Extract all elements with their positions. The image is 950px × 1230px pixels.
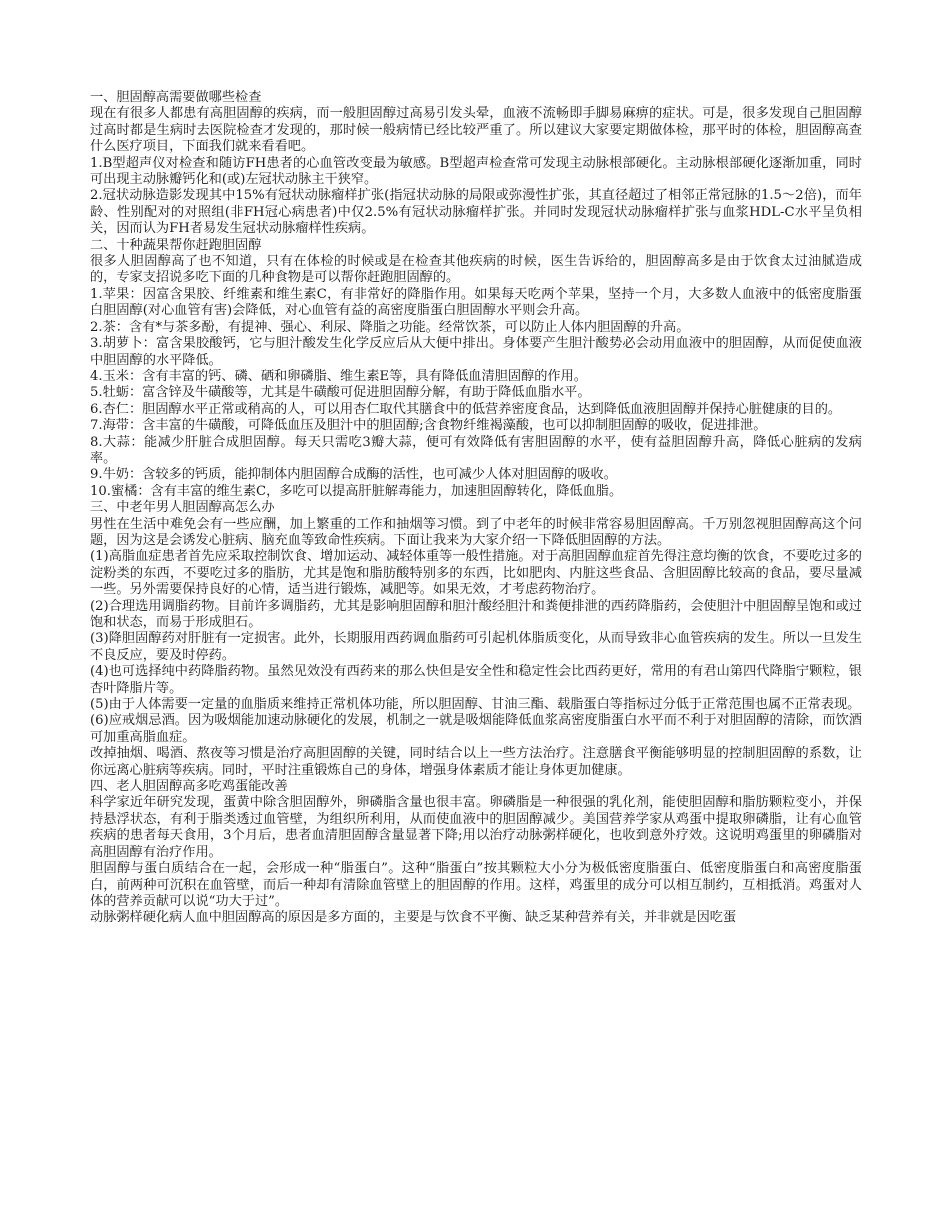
list-item: (2)合理选用调脂药物。目前许多调脂药，尤其是影响胆固醇和胆汁酸经胆汁和粪便排泄的西药降脂药，会使胆汁中胆固醇呈饱和或过饱和状态，而易于形成胆石。: [90, 598, 862, 630]
list-item: (4)也可选择纯中药降脂药物。虽然见效没有西药来的那么快但是安全性和稳定性会比西药更好，常用的有君山第四代降脂宁颗粒，银杏叶降脂片等。: [90, 664, 862, 696]
section-heading: 四、老人胆固醇高多吃鸡蛋能改善: [90, 779, 288, 795]
paragraph: 2.冠状动脉造影发现其中15%有冠状动脉瘤样扩张(指冠状动脉的局限或弥漫性扩张，其直径超过了相邻正常冠脉的1.5～2倍)，而年龄、性别配对的对照组(非FH冠心病患者)中仅2.5%有冠状动脉瘤样扩张。并同时发现冠状动脉瘤样扩张与血浆HDL-C水平呈负相关，因而认为FH者易发生冠状动脉瘤样性疾病。: [90, 188, 862, 237]
list-item: 3.胡萝卜：富含果胶酸钙，它与胆汁酸发生化学反应后从大便中排出。身体要产生胆汁酸势必会动用血液中的胆固醇，从而促使血液中胆固醇的水平降低。: [90, 336, 862, 368]
list-item: 2.茶：含有*与茶多酚，有提神、强心、利尿、降脂之功能。经常饮茶，可以防止人体内胆固醇的升高。: [90, 319, 690, 335]
list-item: 7.海带：含丰富的牛磺酸，可降低血压及胆汁中的胆固醇;含食物纤维褐藻酸，也可以抑制胆固醇的吸收，促进排泄。: [90, 418, 767, 434]
paragraph: 很多人胆固醇高了也不知道，只有在体检的时候或是在检查其他疾病的时候，医生告诉给的，胆固醇高多是由于饮食太过油腻造成的，专家支招说多吃下面的几种食物是可以帮你赶跑胆固醇的。: [90, 254, 862, 286]
paragraph: 动脉粥样硬化病人血中胆固醇高的原因是多方面的，主要是与饮食不平衡、缺乏某种营养有关，并非就是因吃蛋: [90, 910, 737, 926]
list-item: (3)降胆固醇药对肝脏有一定损害。此外，长期服用西药调血脂药可引起机体脂质变化，从而导致非心血管疾病的发生。所以一旦发生不良反应，要及时停药。: [90, 631, 862, 663]
paragraph: 胆固醇与蛋白质结合在一起，会形成一种“脂蛋白”。这种“脂蛋白”按其颗粒大小分为极低密度脂蛋白、低密度脂蛋白和高密度脂蛋白，前两种可沉积在血管壁，而后一种却有清除血管壁上的胆固醇的作用。这样，鸡蛋里的成分可以相互制约，互相抵消。鸡蛋对人体的营养贡献可以说“功大于过”。: [90, 861, 862, 909]
list-item: 9.牛奶：含较多的钙质，能抑制体内胆固醇合成酶的活性，也可减少人体对胆固醇的吸收。: [90, 467, 617, 483]
paragraph: 1.B型超声仪对检查和随访FH患者的心血管改变最为敏感。B型超声检查常可发现主动脉根部硬化。主动脉根部硬化逐渐加重，同时可出现主动脉瓣钙化和(或)左冠状动脉主干狭窄。: [90, 155, 862, 188]
list-item: 1.苹果：因富含果胶、纤维素和维生素C，有非常好的降脂作用。如果每天吃两个苹果，坚持一个月，大多数人血液中的低密度脂蛋白胆固醇(对心血管有害)会降低，对心血管有益的高密度脂蛋白胆固醇水平则会升高。: [90, 286, 862, 319]
section-heading: 三、中老年男人胆固醇高怎么办: [90, 500, 275, 516]
section-heading: 一、胆固醇高需要做哪些检查: [90, 90, 262, 105]
list-item: 10.蜜橘：含有丰富的维生素C，多吃可以提高肝脏解毒能力，加速胆固醇转化，降低血脂。: [90, 483, 623, 499]
list-item: (1)高脂血症患者首先应采取控制饮食、增加运动、减轻体重等一般性措施。对于高胆固醇血症首先得注意均衡的饮食，不要吃过多的淀粉类的东西，不要吃过多的脂肪，尤其是饱和脂肪酸特别多的东西，比如肥肉、内脏这些食品、含胆固醇比较高的食品，要尽量减一些。另外需要保持良好的心情，适当进行锻炼，减肥等。如果无效，才考虑药物治疗。: [90, 549, 862, 598]
paragraph: 男性在生活中难免会有一些应酬，加上繁重的工作和抽烟等习惯。到了中老年的时候非常容易胆固醇高。千万别忽视胆固醇高这个问题，因为这是会诱发心脏病、脑充血等致命性疾病。下面让我来为大家介绍一下降低胆固醇的方法。: [90, 516, 862, 548]
section-heading: 二、十种蔬果帮你赶跑胆固醇: [90, 237, 262, 253]
paragraph: 科学家近年研究发现，蛋黄中除含胆固醇外，卵磷脂含量也很丰富。卵磷脂是一种很强的乳化剂，能使胆固醇和脂肪颗粒变小，并保持悬浮状态，有利于脂类透过血管壁，为组织所利用，从而使血液中的胆固醇减少。美国营养学家从鸡蛋中提取卵磷脂，让有心血管疾病的患者每天食用，3个月后，患者血清胆固醇含量显著下降;用以治疗动脉粥样硬化，也收到意外疗效。这说明鸡蛋里的卵磷脂对高胆固醇有治疗作用。: [90, 795, 862, 860]
list-item: (6)应戒烟忌酒。因为吸烟能加速动脉硬化的发展，机制之一就是吸烟能降低血浆高密度脂蛋白水平而不利于对胆固醇的清除，而饮酒可加重高脂血症。: [90, 713, 862, 745]
paragraph: 现在有很多人都患有高胆固醇的疾病，而一般胆固醇过高易引发头晕，血液不流畅即手脚易麻痹的症状。可是，很多发现自己胆固醇过高时都是生病时去医院检查才发现的，那时候一般病情已经比较严重了。所以建议大家要定期做体检，那平时的体检，胆固醇高查什么医疗项目，下面我们就来看看吧。: [90, 106, 862, 155]
list-item: 6.杏仁：胆固醇水平正常或稍高的人，可以用杏仁取代其膳食中的低营养密度食品，达到降低血液胆固醇并保持心脏健康的目的。: [90, 401, 842, 417]
list-item: 8.大蒜：能减少肝脏合成胆固醇。每天只需吃3瓣大蒜，便可有效降低有害胆固醇的水平，使有益胆固醇升高，降低心脏病的发病率。: [90, 434, 862, 466]
document-page: [90, 90, 862, 927]
paragraph: 改掉抽烟、喝酒、熬夜等习惯是治疗高胆固醇的关键，同时结合以上一些方法治疗。注意膳食平衡能够明显的控制胆固醇的系数，让你远离心脏病等疾病。同时，平时注重锻炼自己的身体，增强身体素质才能让身体更加健康。: [90, 746, 862, 778]
list-item: (5)由于人体需要一定量的血脂质来维持正常机体功能，所以胆固醇、甘油三酯、载脂蛋白等指标过分低于正常范围也属不正常表现。: [90, 697, 861, 713]
list-item: 5.牡蛎：富含锌及牛磺酸等，尤其是牛磺酸可促进胆固醇分解，有助于降低血脂水平。: [90, 385, 591, 401]
list-item: 4.玉米：含有丰富的钙、磷、硒和卵磷脂、维生素E等，具有降低血清胆固醇的作用。: [90, 368, 587, 384]
